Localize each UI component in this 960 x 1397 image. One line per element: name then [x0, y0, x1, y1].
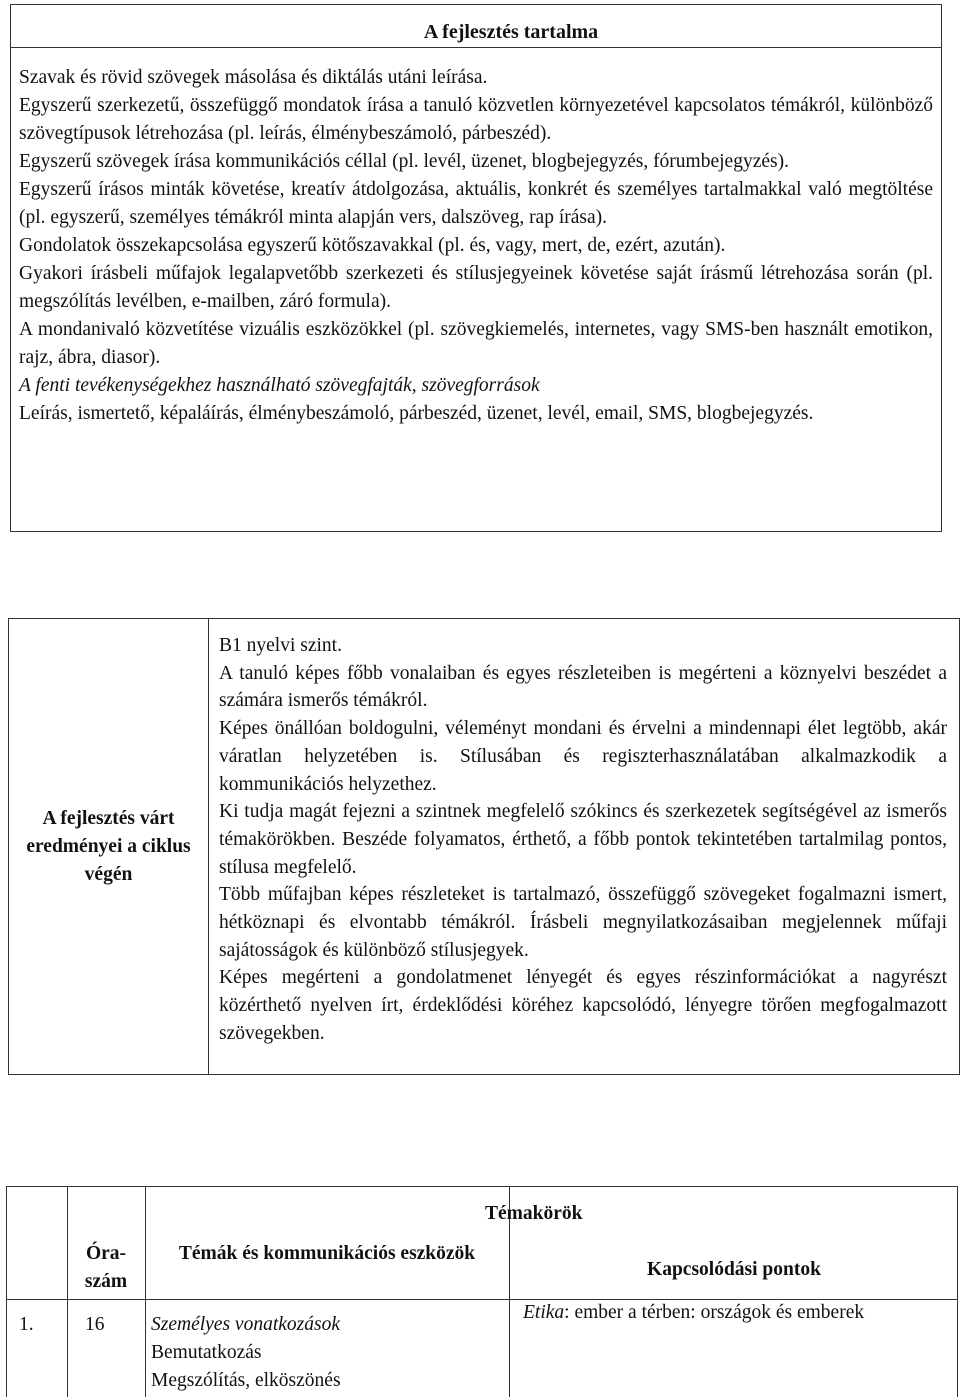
header-hours: Óra-szám: [84, 1243, 128, 1292]
topics-table: [6, 1186, 958, 1397]
results-paragraph: Több műfajban képes részleteket is tartalmazó, összefüggő szövegeket fogalmazni ismert, hétköznapi és elvontabb témákról. Írásbeli megnyilatkozásaiban megjelennek műfaji sajátosságok és különböző stílusjegyek.: [219, 884, 947, 961]
content-paragraph: Szavak és rövid szövegek másolása és diktálás utáni leírása.: [19, 67, 488, 88]
row-number: 1.: [19, 1314, 34, 1335]
results-section: [8, 618, 960, 1075]
results-label: A fejlesztés várt eredményei a ciklus végén: [26, 808, 191, 885]
results-paragraph: A tanuló képes főbb vonalaiban és egyes részleteiben is megérteni a köznyelvi beszédet a számára ismerős témákról.: [219, 662, 947, 712]
content-paragraph: Egyszerű szövegek írása kommunikációs céllal (pl. levél, üzenet, blogbejegyzés, fórumbejegyzés).: [19, 151, 789, 172]
row-link-text: : ember a térben: országok és emberek: [564, 1302, 865, 1323]
results-paragraph: Képes önállóan boldogulni, véleményt mondani és érvelni a mindennapi élet legtöbb, akár váratlan helyzetében is. Stílusában és regiszterhasználatában alkalmazkodik a kommunikációs helyzethez.: [219, 718, 947, 795]
content-section-title: A fejlesztés tartalma: [423, 21, 599, 43]
content-paragraph: A mondanivaló közvetítése vizuális eszközökkel (pl. szövegkiemelés, internetes, vagy SMS-ben használt emotikon, rajz, ábra, diasor).: [19, 319, 933, 368]
results-paragraph: Ki tudja magát fejezni a szintnek megfelelő szókincs és szerkezetek segítségével az ismerős témakörökben. Beszéde folyamatos, érthető, a főbb pontok tekintetében tartalmilag pontos, stílusa megfelelő.: [219, 801, 947, 878]
row-topic: [151, 1311, 503, 1395]
text-types-heading: A fenti tevékenységekhez használható szövegfajták, szövegforrások: [19, 375, 540, 396]
header-links: Kapcsolódási pontok: [647, 1259, 821, 1280]
content-paragraph: Gondolatok összekapcsolása egyszerű kötőszavakkal (pl. és, vagy, mert, de, ezért, azután).: [19, 235, 726, 256]
content-title-divider: [11, 47, 941, 48]
row-links: [523, 1299, 883, 1327]
results-paragraph: Képes megérteni a gondolatmenet lényegét és egyes részinformációkat a nagyrészt közérthető nyelven írt, érdeklődési köréhez kapcsolódó, lényegre törően megfogalmazott szövegekben.: [219, 967, 947, 1044]
row-hours: 16: [85, 1314, 105, 1335]
results-paragraphs: [219, 632, 947, 1048]
text-types-list: Leírás, ismertető, képaláírás, élménybeszámoló, párbeszéd, üzenet, levél, email, SMS, blogbejegyzés.: [19, 403, 814, 424]
results-column-divider: [208, 619, 209, 1074]
row-topic-item: Bemutatkozás: [151, 1342, 262, 1363]
content-paragraphs: [19, 64, 933, 428]
row-topic-item: Megszólítás, elköszönés: [151, 1370, 341, 1391]
table-column-divider: [145, 1187, 146, 1397]
row-link-subject: Etika: [523, 1302, 565, 1323]
topics-table-title: Témakörök: [485, 1203, 583, 1224]
content-paragraph: Egyszerű írásos minták követése, kreatív átdolgozása, aktuális, konkrét és személyes tartalmakkal való megtöltése (pl. egyszerű, személyes témákról minta alapján vers, dalszöveg, rap írása).: [19, 179, 933, 228]
header-topics: Témák és kommunikációs eszközök: [178, 1243, 476, 1264]
content-paragraph: Gyakori írásbeli műfajok legalapvetőbb szerkezeti és stílusjegyeinek követése saját írásmű létrehozása során (pl. megszólítás levélben, e-mailben, záró formula).: [19, 263, 933, 312]
results-paragraph: B1 nyelvi szint.: [219, 635, 342, 656]
content-paragraph: Egyszerű szerkezetű, összefüggő mondatok írása a tanuló közvetlen környezetével kapcsolatos témákról, különböző szövegtípusok létrehozása (pl. leírás, élménybeszámoló, párbeszéd).: [19, 95, 933, 144]
row-topic-title: Személyes vonatkozások: [151, 1314, 340, 1335]
content-section: [10, 4, 942, 532]
